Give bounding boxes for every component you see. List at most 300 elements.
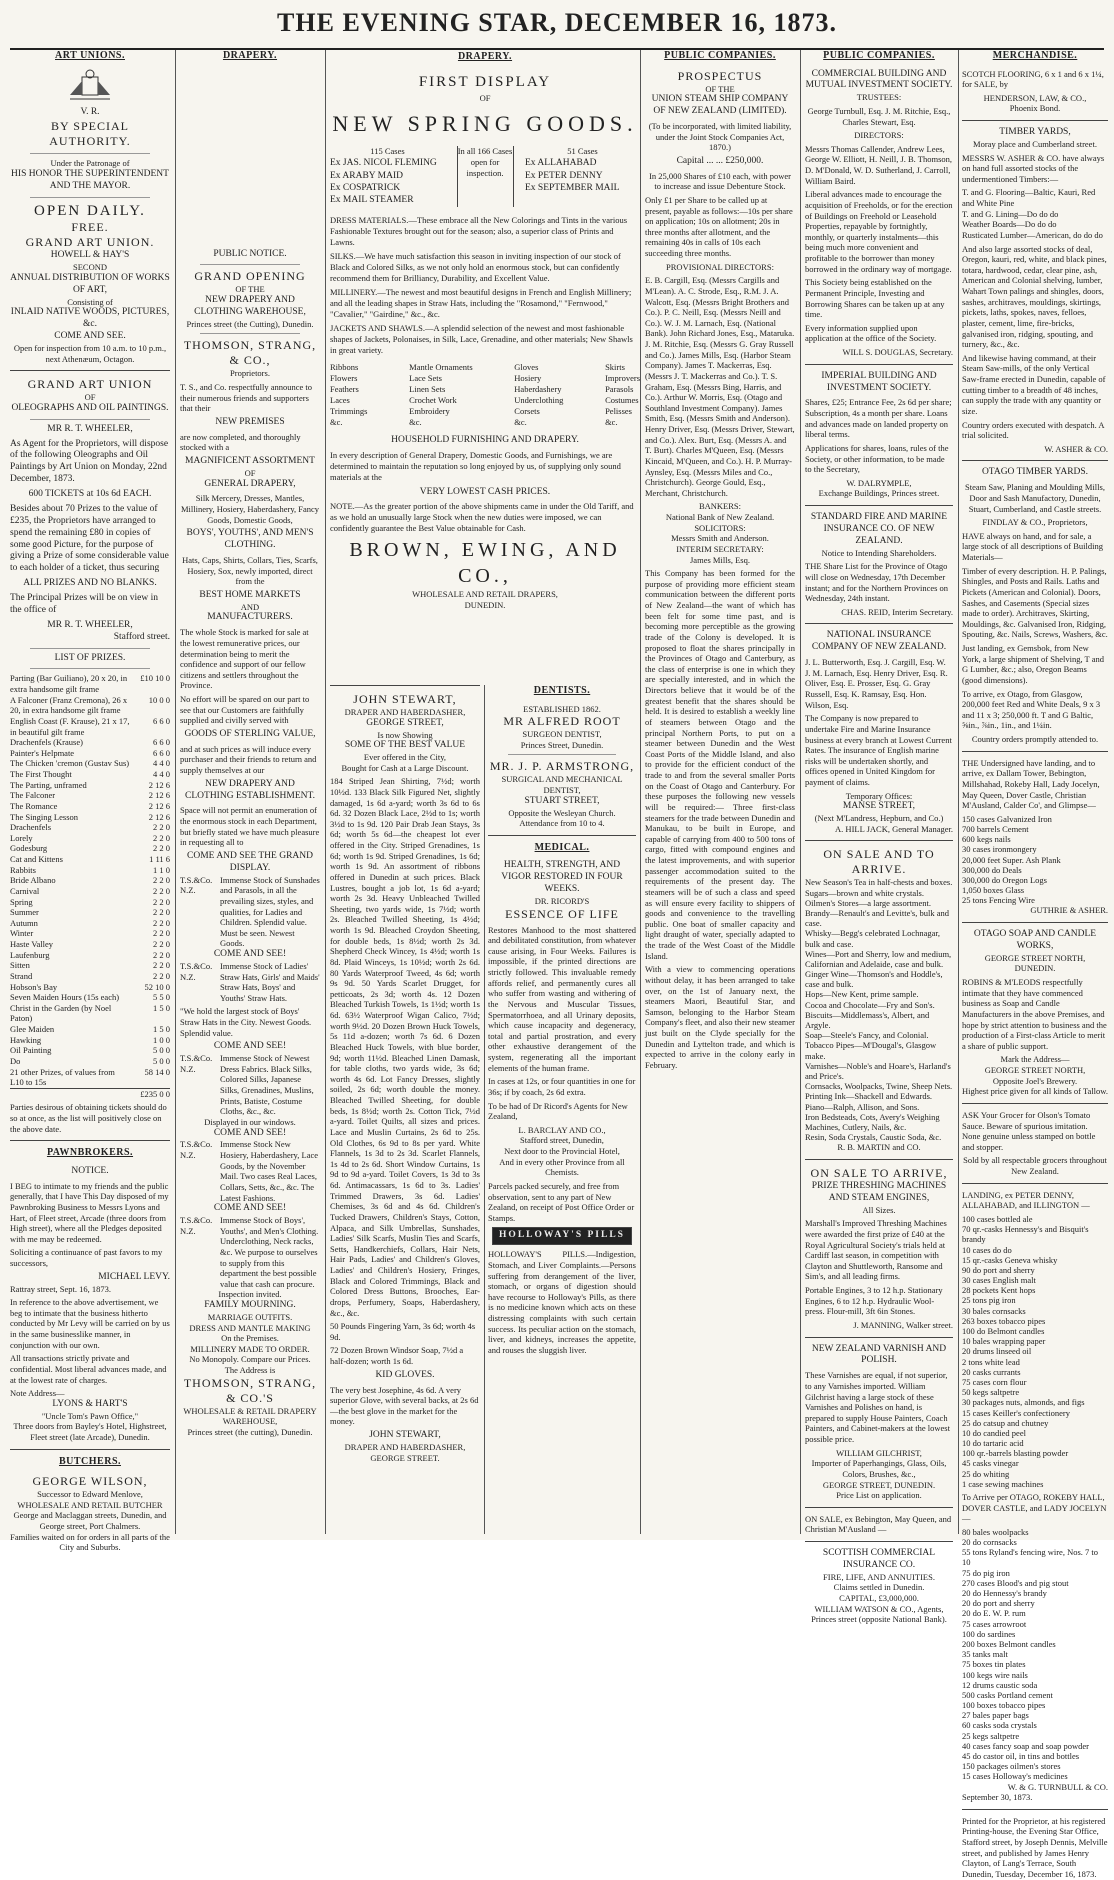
landing-list: [962, 1214, 1108, 1489]
also-text: And also large assorted stocks of deal, Oregon, kauri, red, white, and black pines, totara, hardwood, cedar, clear pine, ash, American and Colonial shelving, lumber, Wahart Town palings and shingles, doors, sashes, architraves, mouldings, skirtings, pickets, laths, spokes, naves, felloes, plaster, cement, lime, fire-bricks, galvanised iron, ridging, spouting, and turnery, &c., &c.: [962, 243, 1107, 350]
landing: LANDING, ex PETER DENNY, ALLAHABAD, and ILLINGTON —: [962, 1189, 1090, 1211]
column-public-companies-2: [805, 50, 953, 1625]
registered: (To be incorporated, with limited liability, under the Joint Stock Companies Act, 1870.): [648, 120, 792, 153]
goods-item: 150 cases Galvanized Iron: [962, 813, 1052, 824]
george-wilson: GEORGE WILSON,: [32, 1474, 148, 1488]
notice: Notice to Intending Shareholders.: [821, 547, 937, 558]
lyons-hart: LYONS & HART'S: [52, 1398, 128, 1409]
landing-item: 100 cases bottled ale: [962, 1213, 1033, 1224]
no-effort: No effort will be spared on our part to see that our Customers are faithfully supplied and civilly served with: [180, 694, 310, 726]
prize-row: [10, 992, 170, 1003]
prize-list-title: LIST OF PRIZES.: [54, 652, 126, 663]
fire-life: FIRE, LIFE, AND ANNUITIES.: [823, 1571, 935, 1582]
society: This Society being established on the Permanent Principle, Investing and Borrowing Shares can be taken up at any time.: [805, 277, 945, 320]
prize-name: Carnival: [10, 885, 40, 896]
note-address: Note Address—: [10, 1388, 65, 1399]
turnbull: W. & G. TURNBULL & CO.: [1007, 1781, 1108, 1792]
arrive-item: 100 boxes tobacco pipes: [962, 1700, 1046, 1711]
goods-item: 20,000 feet Super. Ash Plank: [962, 854, 1061, 865]
prices-text: and at such prices as will induce every purchaser and their friends to return and supply themselves at our: [180, 743, 317, 775]
parcels: Parcels packed securely, and free from observation, sent to any part of New Zealand, on receipt of Post Office Order or Stamps.: [488, 1180, 635, 1223]
howell-hay: HOWELL & HAY'S: [50, 250, 130, 261]
prize-value: 2 2 0: [153, 832, 170, 843]
prize-row: [10, 918, 170, 929]
sterling-value: GOODS OF STERLING VALUE,: [184, 728, 316, 739]
all-sizes: All Sizes.: [862, 1204, 896, 1215]
prize-value: 2 2 0: [153, 939, 170, 949]
prize-value: 2 2 0: [153, 822, 170, 833]
prize-name: Parting (Bar Guiliano), 20 x 20, in extra handsome gilt frame: [10, 673, 128, 694]
wholesale-drapery: WHOLESALE & RETAIL DRAPERY: [183, 1405, 317, 1416]
all-prizes: ALL PRIZES AND NO BLANKS.: [23, 578, 157, 589]
george-street: GEORGE STREET, DUNEDIN.: [822, 1479, 936, 1490]
warehouse: WAREHOUSE,: [222, 1416, 278, 1427]
goods-grid-item: Ribbons: [330, 362, 359, 373]
watson: WILLIAM WATSON & CO., Agents,: [814, 1603, 944, 1614]
prize-name: Godesburg: [10, 843, 48, 854]
wholesale-butcher: WHOLESALE AND RETAIL BUTCHER: [17, 1499, 163, 1510]
capital: CAPITAL, £3,000,000.: [839, 1593, 919, 1603]
prize-row: [10, 673, 170, 694]
prize-name: The Singing Lesson: [10, 811, 78, 822]
millinery: MILLINERY MADE TO ORDER.: [190, 1343, 310, 1354]
prospectus-body: This Company has been formed for the purpose of providing more efficient steam communication between the different ports of New Zealand—the want of which has been felt for some time past, and is becoming more perceptible as the growing trade of the Colony is developed. It is proposed to float the shares principally in the Provinces of Otago and Canterbury, as the class of enterprise is one in which they are specially interested, and in which the Directors believe that it would be of the greatest benefit that the shares should be held. It is desired to establish a weekly line of steamers between Otago and the principal Northern Ports, to put on a steamer between Dunedin and the West Coast Ports of the Middle Island, and also to provide for the efficient conduct of the trade to and from the several smaller Ports on the Coast of Otago and Canterbury. For these purposes the following new vessels will be required:— Three first-class steamers for the trade between Dunedin and Manukau, to be built in Europe, and capable of carrying from 400 to 500 tons of cargo, fitted with compound engines and the latest improvements, and with superior passenger accommodation suited to the requirements of the present day. The steamers will be of such a class and speed as will ensure every facility to shippers of goods and convenience to the travelling public. One boat of smaller capacity and light draught of water, specially adapted to the trade of the West Coast of the Middle Island.: [645, 568, 795, 961]
princes-street-2: Princes street (the cutting), Dunedin.: [187, 1426, 313, 1437]
principal-text: The Principal Prizes will be on view in the office of: [10, 593, 159, 615]
claims: Claims settled in Dunedin.: [833, 1582, 925, 1593]
ricord: DR. RICORD'S: [534, 895, 590, 906]
prize-row: [10, 865, 170, 876]
goods-grid-item: Linen Sets: [409, 384, 446, 395]
prize-row: [10, 982, 170, 993]
jackets-shawls: JACKETS AND SHAWLS.—A splendid selection of the newest and most fashionable shapes of Jackets, Polonaises, in Silk, Lace, Grenadine, and other materials; New Shawls in great variety.: [330, 322, 633, 356]
prize-row: [10, 907, 170, 918]
prize-row: [10, 897, 170, 908]
jack: A. HILL JACK, General Manager.: [835, 823, 953, 834]
landing-item: 15 cases Keiller's confectionery: [962, 1407, 1070, 1418]
george-street: GEORGE STREET,: [366, 717, 444, 728]
goods-grid-item: Embroidery: [409, 406, 450, 417]
arrive-item: 75 boxes tin plates: [962, 1659, 1026, 1670]
levy-name: MICHAEL LEVY.: [98, 1271, 170, 1282]
had: To be had of Dr Ricord's Agents for New Zealand,: [488, 1100, 628, 1122]
medical-header: MEDICAL.: [534, 841, 590, 853]
essence: ESSENCE OF LIFE: [505, 906, 619, 921]
mark-address: Mark the Address—: [1000, 1054, 1070, 1065]
silks: SILKS.—We have much satisfaction this season in inviting inspection of our stock of Black and Colored Silks, as we not only hold an enormous stock, but can confidently recommend them for Brilliancy, Durability, and Excellent Value.: [330, 250, 621, 283]
goods-grid-item: Flowers: [330, 373, 358, 384]
prize-row: [10, 1003, 170, 1024]
prize-row: [10, 950, 170, 961]
trustee-names: George Turnbull, Esq. J. M. Ritchie, Esq., Charles Stewart, Esq.: [807, 105, 951, 127]
ship-name: Ex PETER DENNY: [525, 170, 603, 181]
brown-ewing-ad: [330, 50, 640, 680]
henderson: HENDERSON, LAW, & CO.,: [983, 92, 1087, 103]
and: And in every other Province from all Chemists.: [499, 1156, 625, 1178]
prize-value: 2 2 0: [153, 960, 170, 971]
liberal: Liberal advances made to encourage the acquisition of Freeholds, or for the erection of Buildings on Freehold or Leasehold Properties, repayable by fortnightly, monthly, or quarterly instalments—this being much more convenient and profitable to the borrower than money borrowed in the ordinary way of mortgage.: [805, 189, 953, 274]
ship-list-2: [525, 146, 640, 206]
cases-count: 115 Cases: [370, 146, 405, 157]
prize-row: [10, 737, 170, 748]
showing: Is now Showing: [377, 729, 433, 740]
prize-name: Lorely: [10, 832, 33, 843]
established: ESTABLISHED 1862.: [523, 703, 601, 714]
column-divider: [958, 50, 959, 1534]
general-drapery: GENERAL DRAPERY,: [204, 478, 296, 489]
princes-street: Princes street (the Cutting), Dunedin.: [186, 318, 314, 329]
landing-item: 70 qr.-casks Hennessy's and Bisquit's brandy: [962, 1224, 1089, 1245]
goods-grid-item: Lace Sets: [409, 373, 442, 384]
prize-value: 10 0 0: [148, 694, 170, 705]
goods-grid-item: Crochet Work: [409, 395, 457, 406]
goods-grid-item: Hosiery: [514, 373, 542, 384]
moray: Moray place and Cumberland street.: [973, 138, 1097, 149]
smith: Messrs Smith and Anderson.: [671, 533, 769, 544]
goods-grid-item: Feathers: [330, 384, 359, 395]
tsco-label: T.S.&Co. N.Z.: [180, 1215, 213, 1236]
highest-price: Highest price given for all kinds of Tallow.: [962, 1086, 1108, 1097]
prize-name: English Coast (F. Krause), 21 x 17, in beautiful gilt frame: [10, 715, 130, 737]
prize-value: 1 5 0: [153, 1024, 170, 1034]
new-drapery: NEW DRAPERY AND CLOTHING WAREHOUSE,: [194, 295, 306, 317]
section-header: PUBLIC COMPANIES.: [664, 50, 776, 61]
bank: National Bank of New Zealand.: [665, 512, 775, 522]
goods-grid-column: [409, 362, 473, 428]
goods-grid-item: &c.: [409, 417, 422, 428]
standard-fire: STANDARD FIRE AND MARINE INSURANCE CO. OF NEW ZEALAND.: [810, 512, 948, 546]
princes: Princes street (opposite National Bank).: [811, 1614, 947, 1625]
sale-item: Printing Ink—Shackell and Edwards.: [805, 1091, 933, 1102]
transactions-text: All transactions strictly private and confidential. Most liberal advances made, and at the lowest rate of charges.: [10, 1353, 167, 1385]
prize-name: Hobson's Bay: [10, 981, 58, 992]
exchange: Exchange Buildings, Princes street.: [818, 488, 940, 499]
oleographs-title: OLEOGRAPHS AND OIL PAINTINGS.: [11, 402, 169, 413]
note-text: NOTE.—As the greater portion of the above shipments came in under the Old Tariff, and as we hold an unusually large Stock when the new duties were imposed, we can confidently guarantee the Best Value obtainable for Cash.: [330, 501, 634, 534]
soap-works: OTAGO SOAP AND CANDLE WORKS,: [973, 929, 1097, 951]
prize-row: [10, 843, 170, 854]
solicitors: SOLICITORS:: [694, 522, 746, 533]
portable: Portable Engines, 3 to 12 h.p. Stationary Engines, 6 to 12 h.p. Hydraulic Wool-press. Flour-mill, 3ft 6in Stones.: [805, 1285, 943, 1317]
national: NATIONAL INSURANCE COMPANY OF NEW ZEALAND.: [811, 630, 947, 653]
manse-street: MANSE STREET,: [842, 801, 916, 812]
attendance: Attendance from 10 to 4.: [519, 818, 605, 829]
of-text: OF: [244, 467, 256, 478]
come-see: COME AND SEE!: [213, 1127, 287, 1138]
prize-value: 2 2 0: [153, 885, 170, 896]
country-orders: Country orders executed with despatch. A trial solicited.: [962, 419, 1105, 441]
landing-item: 30 packages nuts, almonds, and figs: [962, 1397, 1085, 1408]
varnish: NEW ZEALAND VARNISH AND POLISH.: [811, 1343, 947, 1366]
prize-value: 2 12 6: [148, 811, 170, 822]
prize-name: The Chicken 'cremon (Gustav Sus): [10, 758, 130, 769]
prize-row: [10, 939, 170, 950]
sale-item: Resin, Soda Crystals, Caustic Soda, &c.: [805, 1132, 942, 1143]
douglas: WILL S. DOUGLAS, Secretary.: [842, 347, 953, 357]
prize-name: A Falconer (Franz Cremona), 26 x 20, in extra handsome gilt frame: [10, 694, 128, 716]
likewise: And likewise having command, at their Steam Saw-mills, of the only Vertical Saw-frame erected in Dunedin, capable of cutting timber to a breadth of 48 inches, can supply the trade with any quantity or size.: [962, 352, 1106, 416]
prize-value: 6 6 0: [153, 715, 170, 726]
of-text: OF: [479, 92, 491, 103]
steam-saw: Steam Saw, Planing and Moulding Mills, Door and Sash Manufactory, Dunedin, Stuart, Cumberland, and Castle streets.: [965, 482, 1105, 514]
directors-label: DIRECTORS:: [854, 130, 904, 141]
arrive-item: 27 bales paper bags: [962, 1710, 1029, 1721]
sale-item: Brandy—Renault's and Levitte's, bulk and case.: [805, 907, 949, 929]
notice-title: NOTICE.: [71, 1165, 109, 1176]
goods-grid-item: &c.: [605, 417, 618, 428]
arrive-item: 15 cases Holloway's medicines: [962, 1771, 1068, 1782]
prize-row: [10, 1067, 170, 1088]
mills: James Mills, Esq.: [690, 554, 750, 565]
imperial: IMPERIAL BUILDING AND INVESTMENT SOCIETY.: [821, 370, 937, 393]
john-stewart-ad: [330, 685, 480, 1534]
best-value: SOME OF THE BEST VALUE: [344, 740, 466, 751]
arrive-item: 20 do port and sherry: [962, 1598, 1035, 1609]
successor-text: Successor to Edward Menlove,: [37, 1489, 143, 1499]
ship-name: Ex COSPATRICK: [330, 182, 401, 193]
sale-item: Hops—New Kent, prime sample.: [805, 989, 919, 1000]
prize-total: £235 0 0: [10, 1088, 170, 1100]
holloway-banner: HOLLOWAY'S PILLS: [492, 1227, 632, 1245]
come-see: COME AND SEE!: [213, 1041, 287, 1052]
ship-list-1: [330, 146, 445, 206]
in-all: In all 166 Cases open for inspection.: [457, 146, 514, 206]
prize-name: The First Thought: [10, 769, 72, 779]
essence-text: Restores Manhood to the most shattered and debilitated constitution, from whatever cause arising, in Four Weeks. Failures is impossible, if the printed directions are strictly followed. This invaluable remedy affords relief, and permanently cures all who suffer from wasting and withering of the Nervous and Muscular Tissues, Spermatorrhoea, and all Urinary deposits, which cause incapacity and degeneracy, total and partial prostration, and every other exhaustive derangement of the system, regenerating all the important elements of the human frame.: [488, 924, 636, 1073]
findlay: FINDLAY & CO., Proprietors,: [982, 517, 1088, 528]
arrive-item: 20 do Hennessy's brandy: [962, 1588, 1047, 1598]
annual-distribution: ANNUAL DISTRIBUTION OF WORKS OF ART,: [10, 272, 170, 295]
prize-name: Glee Maiden: [10, 1024, 55, 1034]
sale-item: Oilmen's Stores—a large assortment.: [805, 897, 932, 908]
landing-item: 30 bales cornsacks: [962, 1305, 1026, 1316]
sale-item: Cocoa and Chocolate—Fry and Son's.: [805, 999, 935, 1010]
scotch-flooring: SCOTCH FLOORING, 6 x 1 and 6 x 1¼, for SALE, by: [962, 68, 1104, 90]
landing-item: 10 do candied peel: [962, 1427, 1026, 1438]
princes-street: Princes Street, Dunedin.: [520, 739, 604, 750]
parties-text: Parties desirous of obtaining tickets should do so at once, as the list will positively close on the above date.: [10, 1102, 167, 1134]
boys-clothing: BOYS', YOUTHS', AND MEN'S CLOTHING.: [186, 528, 314, 551]
prize-value: 2 12 6: [148, 800, 170, 811]
inlaid-text: INLAID NATIVE WOODS, PICTURES, &c.: [10, 307, 170, 330]
landing-item: 75 cases corn flour: [962, 1376, 1027, 1387]
arrive-item: 500 casks Portland cement: [962, 1689, 1053, 1700]
no-monopoly: No Monopoly. Compare our Prices.: [189, 1354, 311, 1365]
prize-value: 2 2 0: [153, 896, 170, 907]
millinery: MILLINERY.—The newest and most beautiful designs in French and English Millinery; and all the leading shapes in Straw Hats, including the "Rosamond," "Fernwood," "Cavalier," "Gairdine," &c., &c.: [330, 286, 632, 319]
martin: R. B. MARTIN and CO.: [837, 1142, 921, 1153]
capital: Capital ... ... £250,000.: [676, 155, 764, 166]
soap: 72 Dozen Brown Windsor Soap, 7½d a half-dozen; worth 1s 6d.: [330, 1345, 464, 1366]
prize-row: [10, 928, 170, 939]
dress-making: DRESS AND MANTLE MAKING: [189, 1322, 311, 1333]
to-arrive: To arrive, ex Otago, from Glasgow, 200,000 feet Red and White Deals, 9 x 3 and 11 x 3; 250,000 ft. T and G Baltic, ⅝in., ⅞in., 1in., and 1¼in.: [962, 688, 1101, 731]
column-divider: [640, 50, 641, 1534]
column-divider: [800, 50, 801, 1534]
arrive-item: 40 cases fancy soap and soap powder: [962, 1740, 1089, 1751]
prize-name: Drachenfels: [10, 822, 52, 833]
families-text: Families waited on for orders in all parts of the City and Suburbs.: [10, 1531, 170, 1553]
masthead-title: THE EVENING STAR, DECEMBER 16, 1873.: [277, 8, 837, 37]
just-landing: Just landing, ex Gemsbok, from New York, a large shipment of Shelving, T and G Lumber, &c.; also, Oregon Beams (good dimensions).: [962, 643, 1104, 685]
tg-flooring: T. and G. Flooring—Baltic, Kauri, Red and White Pine: [962, 187, 1096, 208]
column-public-companies: [645, 50, 795, 1534]
prize-name: Winter: [10, 928, 34, 939]
whole-stock: The whole Stock is marked for sale at the lowest remunerative prices, our determination being to merit the confidence and support of our fellow citizens and settlers throughout the Province.: [180, 627, 309, 691]
his-honor-text: HIS HONOR THE SUPERINTENDENT AND THE MAYOR.: [11, 168, 169, 191]
public-notice: PUBLIC NOTICE.: [213, 248, 287, 259]
goods-item: 600 kegs nails: [962, 834, 1011, 845]
besides-text: Besides about 70 Prizes to the value of £235, the Proprietors have arranged to spend the remaining £80 in copies of some good Picture, for the purpose of giving a Prize of some considerable value to each holder of a ticket, thus securing: [10, 503, 169, 574]
goods-list: [962, 814, 1108, 906]
stock-item: Immense Stock New Hosiery, Haberdashery, Lace Goods, by the November Mail. Two cases Real Laces, Collars, Setts, &c., &c. The Latest Fashions.: [220, 1139, 319, 1203]
prize-name: The Parting, unframed: [10, 779, 87, 790]
reference-text: In reference to the above advertisement, we beg to intimate that the business hitherto conducted by Mr Levy will be carried on by us in the same businesslike manner, in conjunction with our own.: [10, 1297, 170, 1350]
first-display: FIRST DISPLAY: [418, 74, 552, 90]
prize-name: 21 other Prizes, of values from L10 to 15s: [10, 1066, 115, 1088]
arrive-item: 80 bales woolpacks: [962, 1526, 1029, 1537]
prize-row: [10, 854, 170, 865]
prize-row: [10, 748, 170, 759]
respect-text: T. S., and Co. respectfully announce to their numerous friends and supporters that their: [180, 382, 313, 414]
vr-initials: V. R.: [80, 107, 100, 118]
george-street-2: GEORGE STREET.: [370, 1452, 440, 1463]
masthead: [0, 0, 1114, 44]
director-names: Messrs Thomas Callender, Andrew Lees, George W. Elliott, H. Neill, J. B. Thomson, D. M'Donald, W. D. Sutherland, J. Carroll, William Baird.: [805, 143, 953, 186]
section-header: PUBLIC COMPANIES.: [823, 50, 935, 61]
goods-grid-item: &c.: [514, 417, 527, 428]
prize-name: Rabbits: [10, 864, 36, 875]
prize-name: Laufenburg: [10, 949, 50, 960]
manufacturers: MANUFACTURERS.: [207, 612, 293, 623]
goods-grid-item: Parasols: [605, 384, 634, 395]
reid: CHAS. REID, Interim Secretary.: [841, 606, 953, 617]
interim: INTERIM SECRETARY:: [676, 543, 764, 554]
george-north: GEORGE STREET NORTH,: [984, 952, 1086, 963]
landing-item: 100 do Belmont candles: [962, 1326, 1045, 1336]
arrive-item: 20 do cornsacks: [962, 1537, 1017, 1548]
tsco-label: T.S.&Co. N.Z.: [180, 1139, 213, 1160]
sale-item: Soap—Steele's Fancy, and Colonial.: [805, 1030, 929, 1041]
prize-row: [10, 790, 170, 801]
arrive-item: 100 kegs wire nails: [962, 1669, 1028, 1680]
prize-row: [10, 833, 170, 844]
findlay-list: Timber of every description. H. P. Palings, Shingles, and Posts and Rails. Laths and Pickets (American and Colonial). Doors, Sashes, and Casements (Special sizes made to order). Architraves, Skirting, Mouldings, &c. Galvanised Iron, Ridging, Spouting, &c. Nails, Screws, Washers, &c.: [962, 565, 1108, 640]
section-header: ART UNIONS.: [55, 50, 125, 61]
second-text: SECOND: [72, 262, 107, 273]
and-text: AND: [240, 601, 260, 612]
shares: In 25,000 Shares of £10 each, with power to increase and issue Debenture Stock.: [649, 170, 791, 192]
bought: Bought for Cash at a Large Discount.: [341, 762, 469, 773]
marshall: Marshall's Improved Threshing Machines were awarded the first prize of £40 at the Royal Agricultural Society's trials held at Cardiff last season, in competition with Clayton and Shuttleworth, Ransome and Sim's, and all leading firms.: [805, 1218, 947, 1282]
goods-grid-item: Underclothing: [514, 395, 564, 406]
arrive-item: 60 casks soda crystals: [962, 1720, 1037, 1731]
stafford-street: Stafford street.: [113, 631, 170, 642]
prize-value: 2 12 6: [148, 790, 170, 801]
family-mourning: FAMILY MOURNING.: [204, 1300, 296, 1310]
magnificent: MAGNIFICENT ASSORTMENT: [185, 456, 315, 466]
prize-row: [10, 1045, 170, 1056]
tg-lining: T. and G. Lining—Do do do: [962, 208, 1059, 219]
goods-grid-item: Costumes: [605, 395, 639, 406]
best-home: BEST HOME MARKETS: [199, 589, 301, 600]
prize-value: 52 10 0: [144, 981, 170, 992]
commercial-building: COMMERCIAL BUILDING AND MUTUAL INVESTMENT SOCIETY.: [805, 68, 953, 91]
prize-value: 1 11 6: [149, 854, 170, 864]
asher-sign: W. ASHER & CO.: [1044, 443, 1108, 454]
prize-name: Hawking: [10, 1034, 42, 1045]
tickets-text: 600 TICKETS at 10s 6d EACH.: [28, 489, 152, 499]
arrive-item: 75 do pig iron: [962, 1567, 1010, 1578]
arrive-item: 75 cases arrowroot: [962, 1618, 1027, 1629]
come-see: COME AND SEE!: [213, 1203, 287, 1214]
prize-row: [10, 1056, 170, 1067]
timber-yards: TIMBER YARDS,: [999, 127, 1071, 137]
next-to: (Next M'Landress, Hepburn, and Co.): [814, 813, 944, 824]
proprietors: Proprietors.: [230, 368, 270, 379]
of-the: OF THE: [705, 83, 735, 94]
prize-row: [10, 1024, 170, 1035]
landing-item: 100 qr.-barrels blasting powder: [962, 1448, 1069, 1459]
sale-item: Biscuits—Middlemass's, Albert, and Argyle.: [805, 1009, 930, 1030]
prize-value: 2 12 6: [148, 779, 170, 790]
arrive-item: 25 kegs saltpetre: [962, 1730, 1020, 1741]
butchers-header: BUTCHERS.: [58, 1455, 121, 1467]
wheeler-name-2: MR R. T. WHEELER,: [47, 619, 133, 630]
opposite: Opposite Joel's Brewery.: [992, 1075, 1078, 1086]
sale-item: Cornsacks, Woolpacks, Twine, Sheep Nets.: [805, 1081, 953, 1092]
prize-value: 2 2 0: [153, 970, 170, 981]
on-sale-arrive: ON SALE TO ARRIVE,: [810, 1165, 948, 1180]
column-divider: [325, 50, 326, 1534]
goods-grid-item: Mantle Ornaments: [409, 362, 473, 373]
imprint: Printed for the Proprietor, at his registered Printing-house, the Evening Star Office, Stafford street, by Joseph Dennis, Melville street, and published by James Henry Clayton, of Lang's Terrace, South Dunedin, Tuesday, December 16, 1873.: [962, 1815, 1108, 1879]
prize-row: [10, 801, 170, 812]
prize-value: £10 10 0: [140, 673, 170, 684]
prize-name: Seven Maiden Hours (15s each): [10, 992, 120, 1003]
national-text: The Company is now prepared to undertake Fire and Marine Insurance business at every branch at Lowest Current Rates. The insurance of English marine risks will be undertaken shortly, and offices opened in United Kingdom for payment of claims.: [805, 713, 952, 787]
arrive-2: To Arrive per OTAGO, ROKEBY HALL, DOVER CASTLE, and LADY JOCELYN —: [962, 1492, 1107, 1524]
prize-row: [10, 822, 170, 833]
of-the: OF THE: [235, 284, 265, 295]
on-premises: On the Premises.: [221, 1333, 279, 1344]
dress-materials: DRESS MATERIALS.—These embrace all the New Colorings and Tints in the various Fashionable Textures brought out for the season; also, a superior class of Prints and Lawns.: [330, 214, 628, 247]
column-drapery: [180, 50, 320, 1534]
prize-name: Oil Painting: [10, 1045, 52, 1056]
prize-row: [10, 812, 170, 823]
prize-value: 1 0 0: [153, 1034, 170, 1045]
address-is: The Address is: [224, 1365, 276, 1375]
prize-value: 2 2 0: [153, 907, 170, 918]
imperial-text: Shares, £25; Entrance Fee, 2s 6d per share; Subscription, 4s a month per share. Loans and advances made on landed property on liberal terms.: [805, 397, 952, 440]
temp-offices: Temporary Offices:: [845, 790, 913, 801]
prize-value: 2 2 0: [153, 949, 170, 960]
landing-item: 45 casks vinegar: [962, 1458, 1019, 1469]
armstrong: MR. J. P. ARMSTRONG,: [489, 759, 635, 774]
arrive-item: 100 do sardines: [962, 1628, 1016, 1639]
prize-name: Bride Albano: [10, 875, 56, 886]
robins: ROBINS & M'LEODS respectfully intimate that they have commenced business as Soap and Candle Manufacturers in the above Premises, and hope by strict attention to business and the production of a First-class Article to merit a share of public support.: [962, 977, 1107, 1051]
stafford: Stafford street, Dunedin,: [520, 1135, 604, 1146]
cases: In cases at 12s, or four quantities in one for 36s; if by coach, 2s 6d extra.: [488, 1076, 636, 1097]
displayed: Displayed in our windows.: [204, 1116, 296, 1127]
patronage-text: Under the Patronage of: [50, 158, 130, 169]
price-list: Price List on application.: [836, 1490, 922, 1501]
prize-name: Spring: [10, 896, 33, 907]
prospectus-more: With a view to commencing operations without delay, it has been arranged to take over, on the 1st of January next, the steamers Maori, Beautiful Star, and Samson, belonging to the Harbor Steam Company's fleet, and also their new steamer just built on the Clyde specially for the Dunedin and Lyttelton trade, and which is expected to arrive in the colony early in February.: [645, 964, 795, 1070]
every-description: In every description of General Drapery, Domestic Goods, and Furnishings, we are determined to maintain the reputation so long enjoyed by us, of supplying only sound materials at the: [330, 449, 621, 482]
sale-item: Whisky—Begg's celebrated Lochnagar, bulk and case.: [805, 928, 941, 949]
